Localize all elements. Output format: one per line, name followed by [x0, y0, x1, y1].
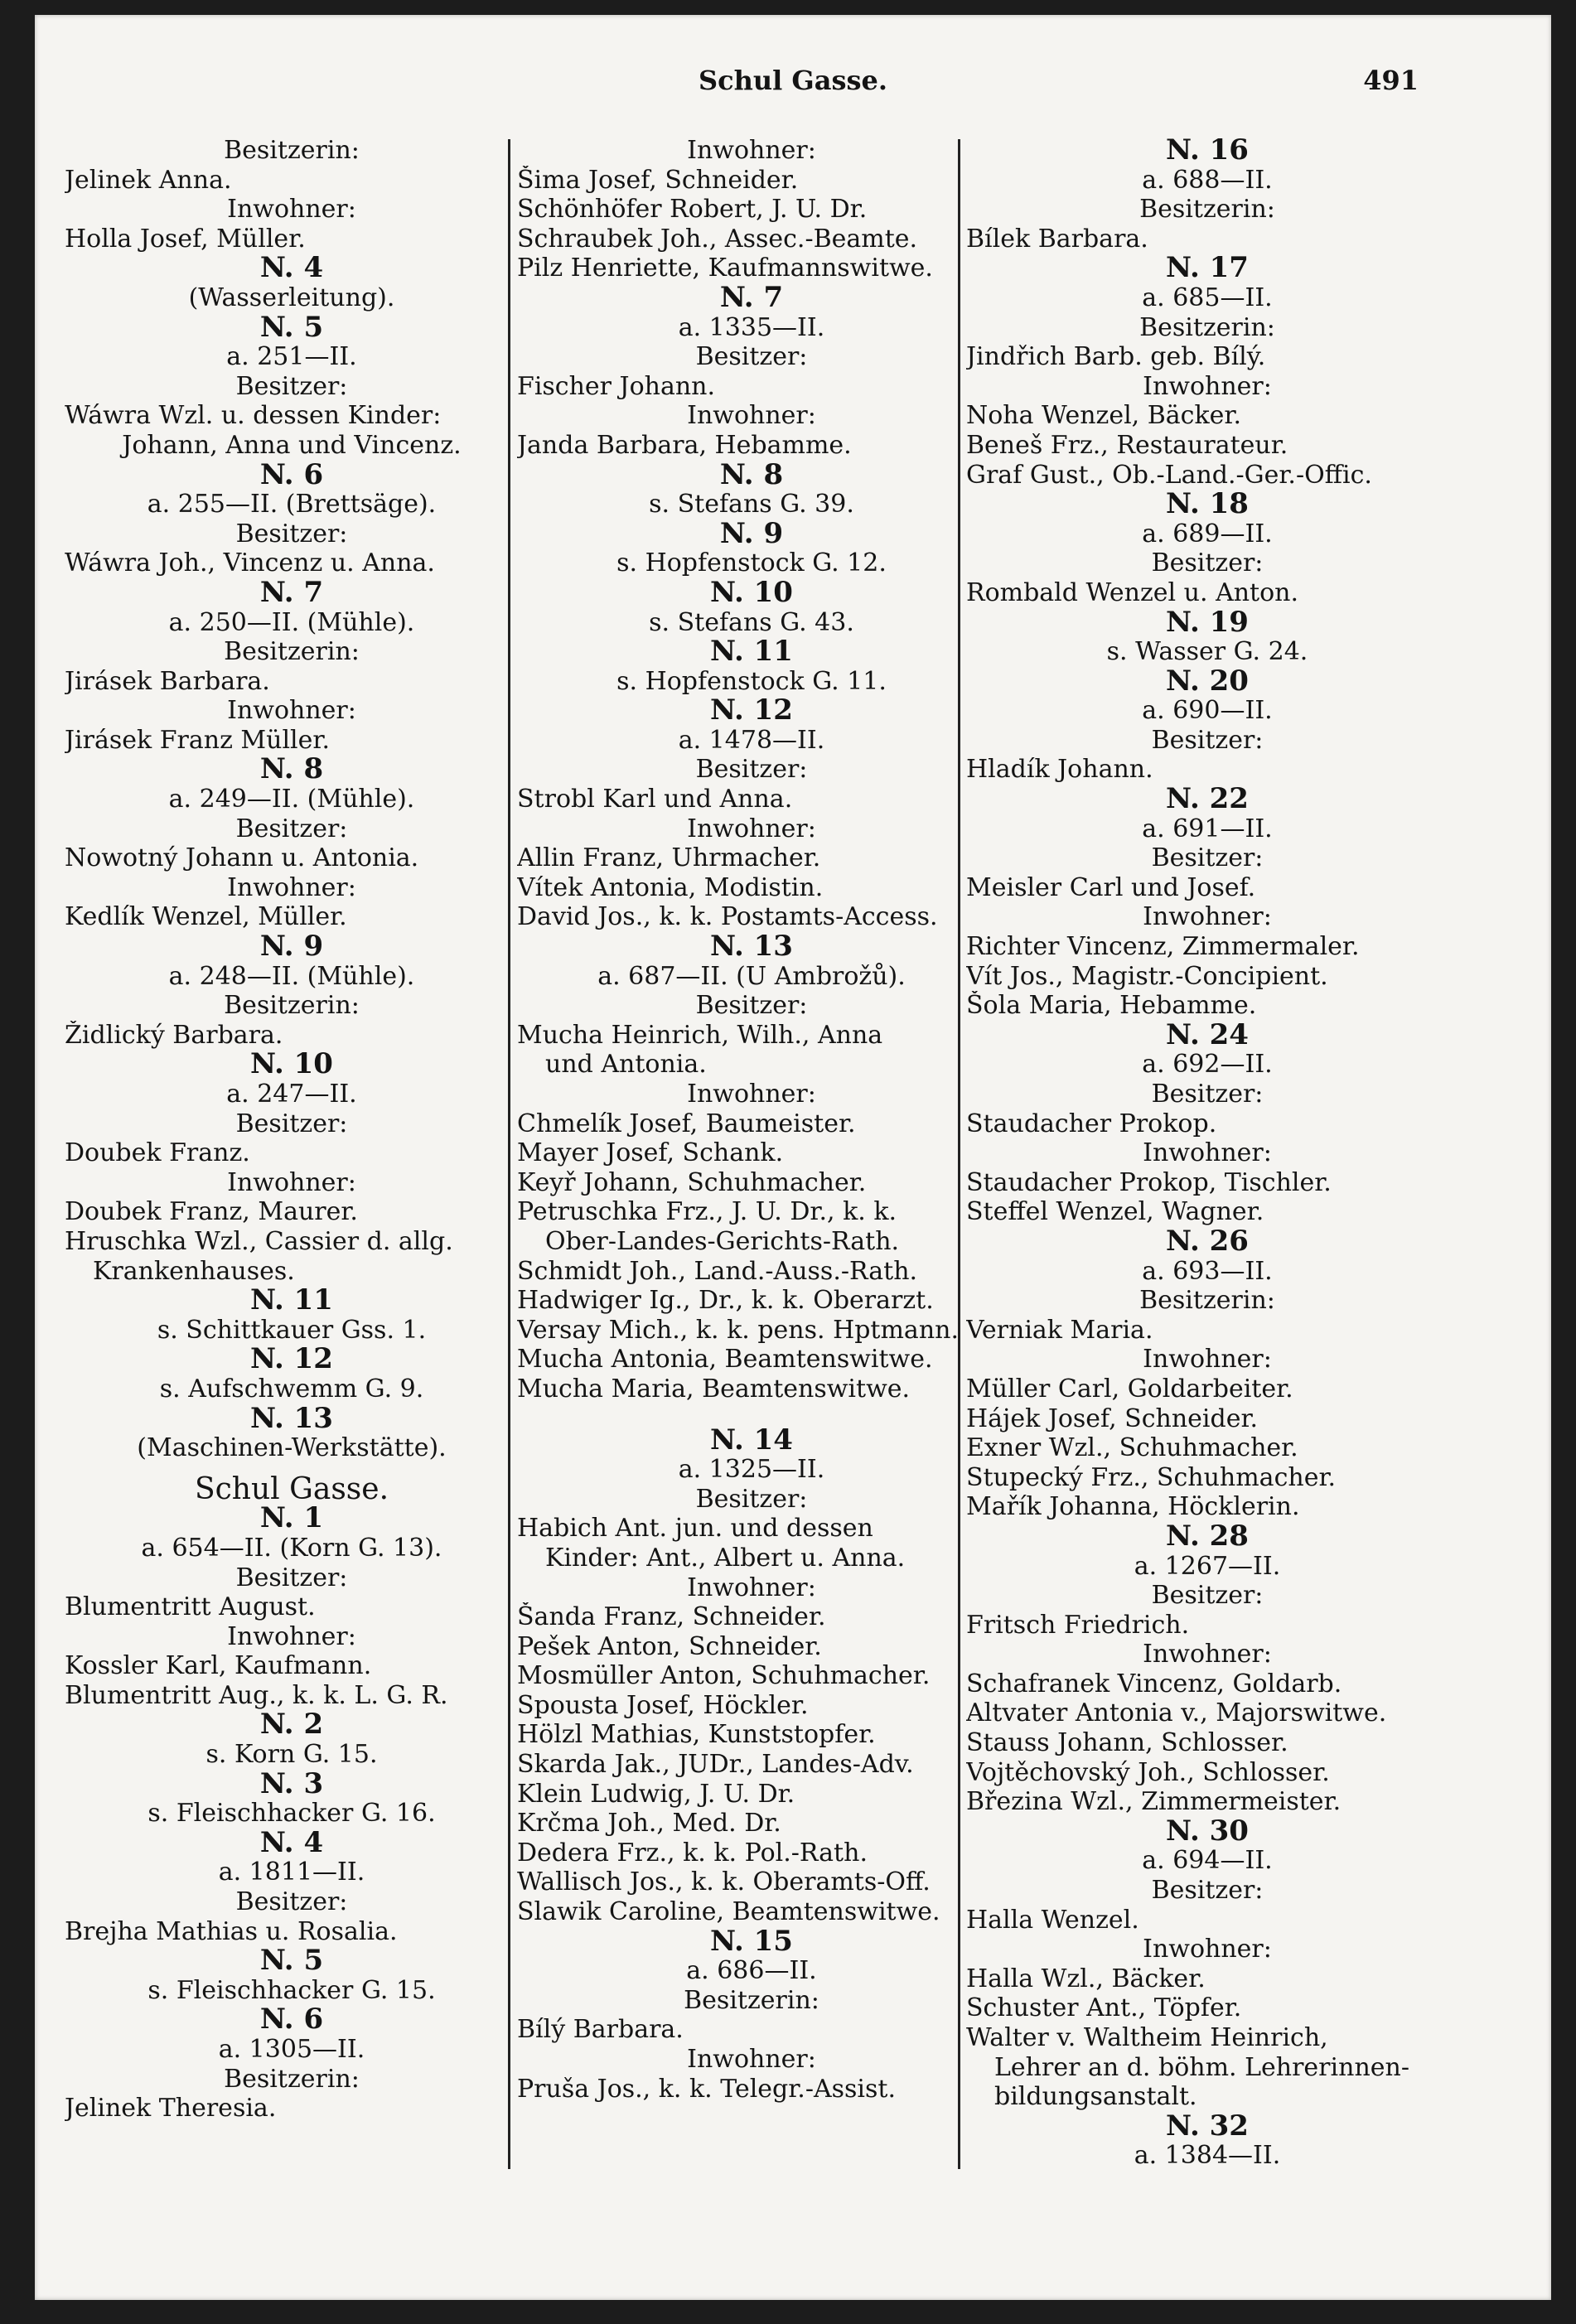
- entry-line: Walter v. Waltheim Heinrich,: [966, 2023, 1328, 2052]
- house-number-heading: N. 1: [259, 1504, 324, 1534]
- entry-line: Richter Vincenz, Zimmermaler.: [966, 932, 1360, 962]
- entry-line: Janda Barbara, Hebamme.: [517, 430, 852, 460]
- entry-label: Besitzerin:: [684, 1985, 819, 2015]
- entry-label: Besitzerin:: [224, 637, 360, 667]
- house-number-heading: N. 13: [250, 1404, 333, 1434]
- entry-label: Besitzer:: [1151, 1581, 1264, 1611]
- entry-label: a. 690—II.: [1142, 696, 1273, 726]
- house-number-heading: N. 20: [1166, 666, 1249, 697]
- entry-label: Besitzerin:: [1139, 195, 1275, 225]
- entry-label: a. 685—II.: [1142, 283, 1273, 312]
- entry-label: Inwohner:: [227, 1167, 356, 1197]
- entry-label: Inwohner:: [1143, 1640, 1272, 1669]
- house-number-heading: N. 22: [1166, 785, 1249, 814]
- entry-label: s. Hopfenstock G. 12.: [616, 548, 887, 578]
- entry-label: a. 250—II. (Mühle).: [168, 607, 415, 637]
- entry-line: Pruša Jos., k. k. Telegr.-Assist.: [517, 2074, 897, 2104]
- entry-label: a. 1384—II.: [1134, 2141, 1281, 2171]
- entry-label: (Maschinen-Werkstätte).: [137, 1433, 447, 1463]
- entry-label: a. 1325—II.: [678, 1455, 825, 1485]
- entry-line: Březina Wzl., Zimmermeister.: [966, 1787, 1342, 1817]
- entry-line-continued: bildungsanstalt.: [994, 2082, 1197, 2112]
- entry-line: Mařík Johanna, Höcklerin.: [966, 1492, 1300, 1522]
- entry-line: David Jos., k. k. Postamts-Access.: [517, 902, 938, 932]
- column-1: [65, 136, 519, 2123]
- entry-line: Halla Wenzel.: [966, 1905, 1139, 1935]
- entry-line: Jirásek Barbara.: [65, 666, 270, 696]
- entry-label: s. Stefans G. 43.: [649, 607, 854, 637]
- entry-label: Besitzer:: [235, 1109, 348, 1138]
- entry-label: Inwohner:: [1143, 1345, 1272, 1375]
- entry-label: Inwohner:: [687, 2045, 816, 2074]
- entry-label: a. 251—II.: [226, 342, 357, 372]
- house-number-heading: N. 4: [259, 1828, 324, 1858]
- entry-line: Wáwra Joh., Vincenz u. Anna.: [65, 548, 435, 578]
- house-number-heading: N. 9: [719, 519, 784, 549]
- entry-line-continued: und Antonia.: [545, 1050, 707, 1080]
- entry-line: Brejha Mathias u. Rosalia.: [65, 1916, 398, 1946]
- entry-label: Besitzerin:: [1139, 312, 1275, 342]
- entry-line: Mucha Antonia, Beamtenswitwe.: [517, 1345, 933, 1375]
- entry-label: Besitzer:: [1151, 1876, 1264, 1906]
- entry-label: s. Fleischhacker G. 16.: [147, 1799, 436, 1829]
- entry-line: Bílý Barbara.: [517, 2015, 684, 2045]
- entry-line: Doubek Franz.: [65, 1138, 250, 1168]
- entry-label: Besitzerin:: [224, 2064, 360, 2094]
- entry-line: Schuster Ant., Töpfer.: [966, 1993, 1242, 2023]
- entry-label: a. 688—II.: [1142, 165, 1273, 195]
- entry-label: Besitzerin:: [224, 136, 360, 165]
- entry-line: Mosmüller Anton, Schuhmacher.: [517, 1661, 931, 1691]
- entry-line: Wáwra Wzl. u. dessen Kinder:: [65, 401, 442, 431]
- house-number-heading: N. 9: [259, 932, 324, 962]
- entry-line: Jelinek Anna.: [65, 165, 232, 195]
- house-number-heading: N. 17: [1166, 254, 1249, 283]
- entry-label: Besitzer:: [1151, 725, 1264, 755]
- entry-line: Šima Josef, Schneider.: [517, 165, 799, 195]
- house-number-heading: N. 6: [259, 460, 324, 490]
- house-number-heading: N. 5: [259, 312, 324, 343]
- entry-label: a. 1335—II.: [678, 312, 825, 342]
- entry-label: s. Stefans G. 39.: [649, 490, 854, 519]
- entry-label: a. 694—II.: [1142, 1846, 1273, 1876]
- house-number-heading: N. 19: [1166, 607, 1249, 638]
- entry-line: Petruschka Frz., J. U. Dr., k. k.: [517, 1197, 897, 1227]
- entry-label: Inwohner:: [1143, 371, 1272, 401]
- entry-line: Slawik Caroline, Beamtenswitwe.: [517, 1897, 940, 1927]
- house-number-heading: N. 8: [259, 755, 324, 785]
- entry-line: Vítek Antonia, Modistin.: [517, 872, 824, 902]
- entry-line-continued: Krankenhauses.: [93, 1256, 295, 1286]
- entry-line: Staudacher Prokop, Tischler.: [966, 1167, 1332, 1197]
- entry-line: Steffel Wenzel, Wagner.: [966, 1197, 1264, 1227]
- entry-line-continued: Ober-Landes-Gerichts-Rath.: [545, 1226, 900, 1256]
- entry-line: Hruschka Wzl., Cassier d. allg.: [65, 1226, 453, 1256]
- entry-line: Doubek Franz, Maurer.: [65, 1197, 358, 1227]
- house-number-heading: N. 28: [1166, 1521, 1249, 1552]
- entry-line: Vít Jos., Magistr.-Concipient.: [966, 961, 1328, 991]
- entry-line: Mucha Heinrich, Wilh., Anna: [517, 1020, 883, 1050]
- entry-line: Fritsch Friedrich.: [966, 1610, 1190, 1640]
- entry-label: a. 693—II.: [1142, 1256, 1273, 1286]
- entry-line: Blumentritt Aug., k. k. L. G. R.: [65, 1680, 448, 1710]
- house-number-heading: N. 15: [710, 1926, 793, 1957]
- entry-label: Inwohner:: [687, 1573, 816, 1602]
- entry-line-continued: Kinder: Ant., Albert u. Anna.: [545, 1543, 906, 1573]
- entry-label: Besitzer:: [1151, 548, 1264, 578]
- entry-line: Jindřich Barb. geb. Bílý.: [966, 342, 1266, 372]
- entry-line: Wallisch Jos., k. k. Oberamts-Off.: [517, 1867, 931, 1897]
- entry-label: Besitzer:: [1151, 1080, 1264, 1109]
- entry-line: Bílek Barbara.: [966, 224, 1148, 254]
- entry-label: a. 248—II. (Mühle).: [168, 961, 415, 991]
- entry-label: a. 689—II.: [1142, 519, 1273, 548]
- house-number-heading: N. 14: [710, 1425, 793, 1456]
- running-title: Schul Gasse.: [698, 65, 887, 96]
- entry-line: Beneš Frz., Restaurateur.: [966, 430, 1288, 460]
- entry-line: Pilz Henriette, Kaufmannswitwe.: [517, 254, 933, 283]
- entry-label: a. 687—II. (U Ambrožů).: [597, 961, 906, 991]
- entry-label: Inwohner:: [687, 401, 816, 431]
- entry-line: Nowotný Johann u. Antonia.: [65, 843, 419, 873]
- entry-line: Altvater Antonia v., Majorswitwe.: [966, 1698, 1387, 1728]
- entry-label: Inwohner:: [1143, 1935, 1272, 1964]
- house-number-heading: N. 18: [1166, 490, 1249, 519]
- entry-line: Versay Mich., k. k. pens. Hptmann.: [517, 1315, 959, 1345]
- house-number-heading: N. 16: [1166, 136, 1249, 166]
- house-number-heading: N. 32: [1166, 2111, 1249, 2142]
- entry-line: Müller Carl, Goldarbeiter.: [966, 1374, 1293, 1404]
- entry-line: Spousta Josef, Höckler.: [517, 1690, 809, 1720]
- entry-line: Šola Maria, Hebamme.: [966, 991, 1257, 1021]
- entry-label: a. 654—II. (Korn G. 13).: [141, 1533, 442, 1563]
- house-number-heading: N. 4: [259, 254, 324, 283]
- street-heading: Schul Gasse.: [194, 1471, 389, 1505]
- entry-label: Besitzer:: [695, 342, 808, 372]
- house-number-heading: N. 11: [710, 637, 793, 667]
- column-2: [517, 136, 986, 2104]
- entry-label: Besitzerin:: [224, 991, 360, 1021]
- entry-line: Dedera Frz., k. k. Pol.-Rath.: [517, 1838, 868, 1867]
- page-number: 491: [1363, 65, 1419, 96]
- entry-line: Keyř Johann, Schuhmacher.: [517, 1167, 867, 1197]
- entry-line: Vojtěchovský Joh., Schlosser.: [966, 1757, 1330, 1787]
- entry-line: Strobl Karl und Anna.: [517, 785, 793, 814]
- entry-label: Inwohner:: [227, 696, 356, 726]
- entry-label: Inwohner:: [687, 1080, 816, 1109]
- entry-label: Besitzer:: [235, 519, 348, 548]
- entry-label: a. 691—II.: [1142, 814, 1273, 843]
- entry-line: Mayer Josef, Schank.: [517, 1138, 784, 1168]
- entry-line: Šanda Franz, Schneider.: [517, 1602, 826, 1632]
- house-number-heading: N. 8: [719, 460, 784, 490]
- entry-line: Krčma Joh., Med. Dr.: [517, 1809, 781, 1838]
- page-header: [35, 58, 1551, 108]
- house-number-heading: N. 10: [710, 577, 793, 608]
- entry-label: Besitzer:: [695, 991, 808, 1021]
- entry-line: Hájek Josef, Schneider.: [966, 1404, 1259, 1433]
- entry-line: Staudacher Prokop.: [966, 1109, 1217, 1138]
- house-number-heading: N. 10: [250, 1050, 333, 1080]
- entry-line: Blumentritt August.: [65, 1592, 316, 1622]
- house-number-heading: N. 13: [710, 932, 793, 962]
- entry-label: s. Hopfenstock G. 11.: [616, 666, 887, 696]
- house-number-heading: N. 7: [259, 577, 324, 608]
- entry-label: s. Wasser G. 24.: [1106, 637, 1308, 667]
- house-number-heading: N. 26: [1166, 1226, 1249, 1257]
- entry-line: Rombald Wenzel u. Anton.: [966, 577, 1299, 607]
- entry-label: a. 255—II. (Brettsäge).: [147, 490, 437, 519]
- entry-line: Exner Wzl., Schuhmacher.: [966, 1433, 1298, 1463]
- entry-label: Besitzer:: [235, 814, 348, 843]
- entry-line: Hladík Johann.: [966, 755, 1153, 785]
- entry-line: Verniak Maria.: [966, 1315, 1153, 1345]
- entry-label: Inwohner:: [227, 195, 356, 225]
- entry-line: Schmidt Joh., Land.-Auss.-Rath.: [517, 1256, 918, 1286]
- entry-label: Inwohner:: [227, 1621, 356, 1651]
- entry-label: a. 1478—II.: [678, 725, 825, 755]
- entry-label: s. Korn G. 15.: [205, 1740, 378, 1770]
- house-number-heading: N. 30: [1166, 1816, 1249, 1847]
- entry-line: Stupecký Frz., Schuhmacher.: [966, 1462, 1337, 1492]
- entry-line: Jelinek Theresia.: [65, 2094, 277, 2123]
- entry-label: a. 1305—II.: [218, 2035, 365, 2064]
- entry-label: Inwohner:: [1143, 902, 1272, 932]
- entry-label: Besitzer:: [235, 1563, 348, 1592]
- entry-label: Inwohner:: [1143, 1138, 1272, 1168]
- house-number-heading: N. 11: [250, 1286, 333, 1316]
- entry-label: s. Schittkauer Gss. 1.: [157, 1315, 427, 1345]
- entry-line: Jirásek Franz Müller.: [65, 725, 330, 755]
- entry-line: Holla Josef, Müller.: [65, 224, 306, 254]
- entry-label: Johann, Anna und Vincenz.: [122, 430, 462, 460]
- entry-label: s. Aufschwemm G. 9.: [159, 1374, 424, 1404]
- entry-line: Stauss Johann, Schlosser.: [966, 1728, 1288, 1758]
- entry-line: Kedlík Wenzel, Müller.: [65, 902, 347, 932]
- entry-label: (Wasserleitung).: [188, 283, 395, 312]
- entry-line: Schafranek Vincenz, Goldarb.: [966, 1669, 1342, 1698]
- entry-label: a. 249—II. (Mühle).: [168, 785, 415, 814]
- entry-line: Fischer Johann.: [517, 371, 716, 401]
- entry-label: a. 692—II.: [1142, 1050, 1273, 1080]
- entry-label: a. 1811—II.: [218, 1858, 365, 1887]
- entry-line: Schönhöfer Robert, J. U. Dr.: [517, 195, 868, 225]
- entry-line: Pešek Anton, Schneider.: [517, 1631, 822, 1661]
- entry-label: Besitzer:: [235, 371, 348, 401]
- house-number-heading: N. 6: [259, 2005, 324, 2035]
- entry-label: a. 686—II.: [686, 1956, 817, 1986]
- entry-line-continued: Lehrer an d. böhm. Lehrerinnen-: [994, 2052, 1409, 2082]
- entry-label: Besitzer:: [695, 1484, 808, 1514]
- directory-page: [35, 15, 1551, 2300]
- house-number-heading: N. 12: [710, 696, 793, 726]
- entry-label: Besitzer:: [235, 1887, 348, 1917]
- entry-label: Besitzer:: [1151, 843, 1264, 873]
- entry-label: a. 247—II.: [226, 1080, 357, 1109]
- house-number-heading: N. 3: [259, 1769, 324, 1800]
- entry-label: Inwohner:: [227, 872, 356, 902]
- entry-line: Allin Franz, Uhrmacher.: [517, 843, 821, 873]
- entry-line: Habich Ant. jun. und dessen: [517, 1514, 873, 1544]
- entry-line: Graf Gust., Ob.-Land.-Ger.-Offic.: [966, 460, 1372, 490]
- entry-line: Klein Ludwig, J. U. Dr.: [517, 1779, 795, 1809]
- column-3: [966, 136, 1448, 2171]
- entry-line: Noha Wenzel, Bäcker.: [966, 401, 1241, 431]
- entry-label: Besitzerin:: [1139, 1286, 1275, 1316]
- entry-line: Židlický Barbara.: [65, 1020, 283, 1050]
- entry-line: Mucha Maria, Beamtenswitwe.: [517, 1374, 911, 1404]
- house-number-heading: N. 24: [1166, 1020, 1249, 1051]
- entry-line: Kossler Karl, Kaufmann.: [65, 1651, 372, 1681]
- entry-line: Halla Wzl., Bäcker.: [966, 1964, 1206, 1993]
- entry-line: Hadwiger Ig., Dr., k. k. Oberarzt.: [517, 1286, 934, 1316]
- entry-label: Inwohner:: [687, 136, 816, 165]
- entry-line: Chmelík Josef, Baumeister.: [517, 1109, 856, 1138]
- house-number-heading: N. 5: [259, 1946, 324, 1976]
- house-number-heading: N. 7: [719, 283, 784, 313]
- entry-line: Hölzl Mathias, Kunststopfer.: [517, 1720, 876, 1750]
- entry-line: Skarda Jak., JUDr., Landes-Adv.: [517, 1750, 914, 1780]
- entry-label: s. Fleischhacker G. 15.: [147, 1975, 436, 2005]
- entry-line: Schraubek Joh., Assec.-Beamte.: [517, 224, 918, 254]
- entry-label: Inwohner:: [687, 814, 816, 843]
- entry-label: a. 1267—II.: [1134, 1551, 1281, 1581]
- entry-line: Meisler Carl und Josef.: [966, 872, 1256, 902]
- house-number-heading: N. 2: [259, 1710, 324, 1741]
- house-number-heading: N. 12: [250, 1345, 333, 1375]
- entry-label: Besitzer:: [695, 755, 808, 785]
